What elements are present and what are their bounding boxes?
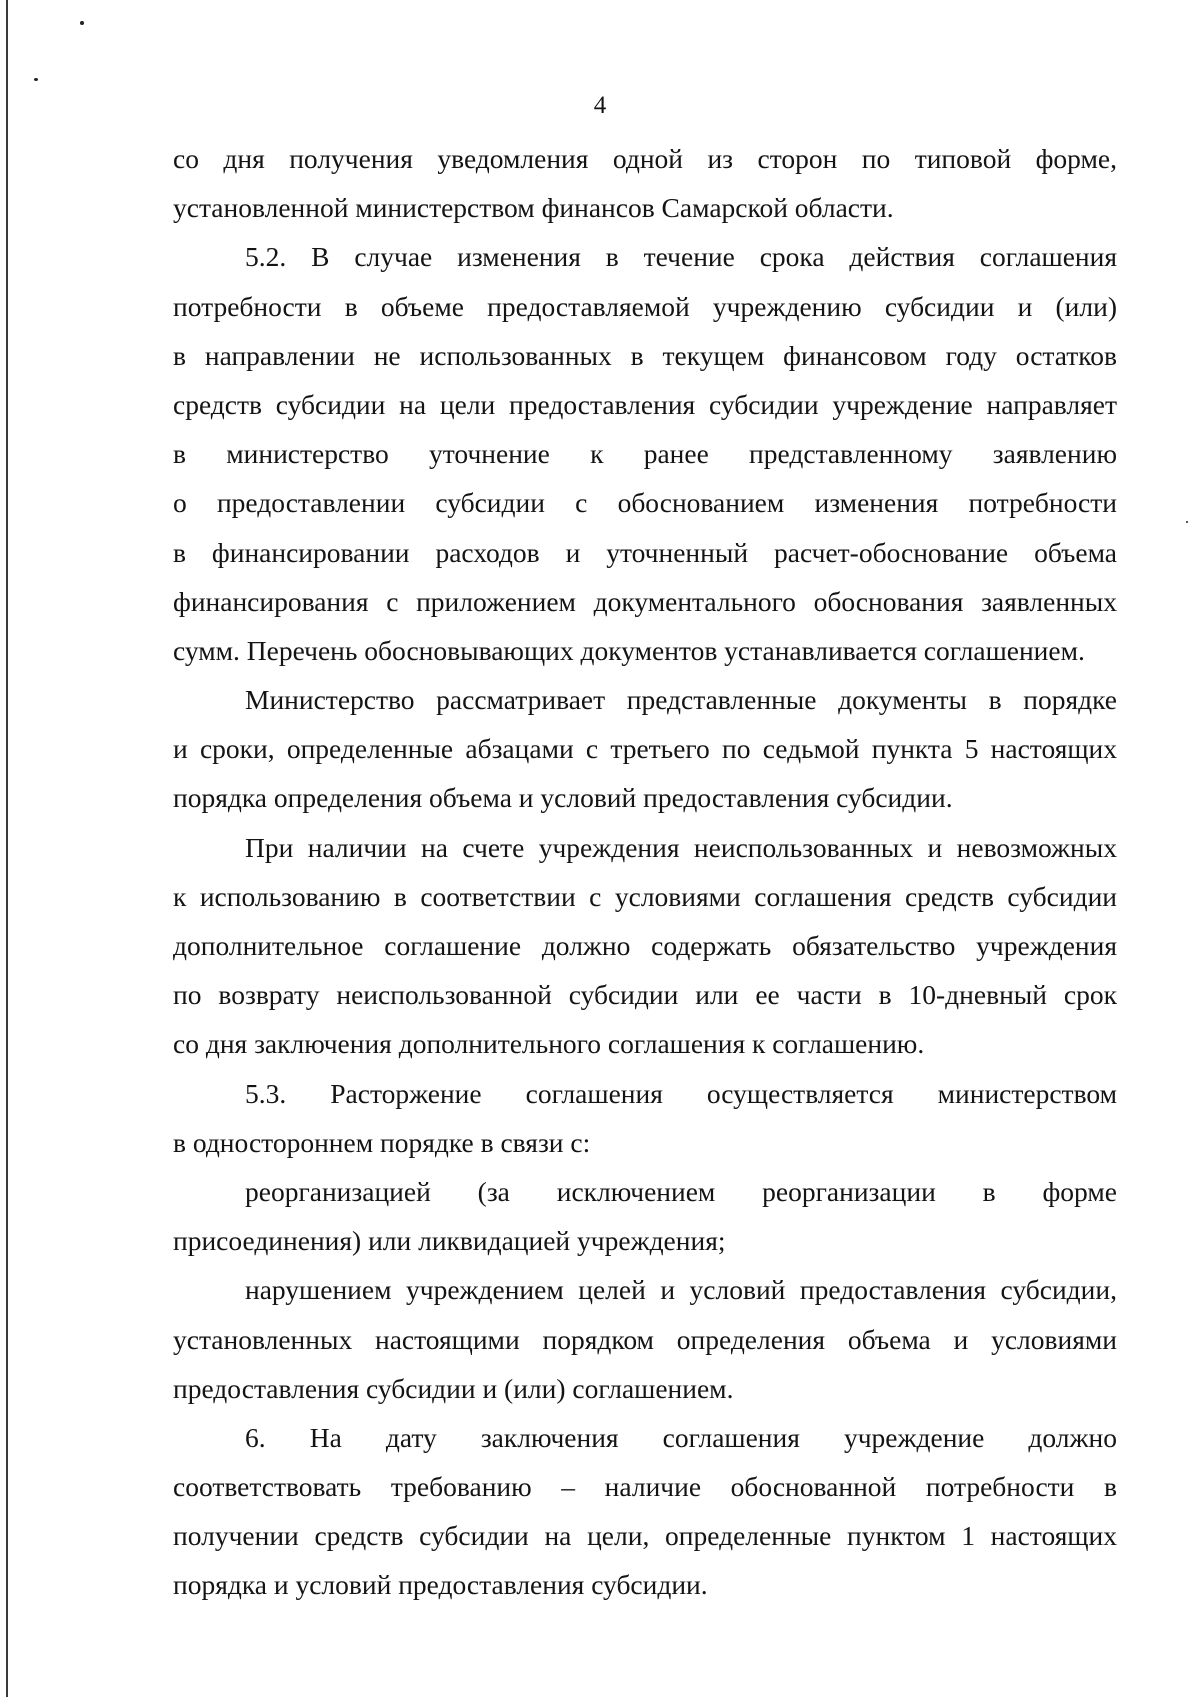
text-line: присоединения) или ликвидацией учреждения; — [173, 1225, 726, 1257]
text-line: соответствовать требованию – наличие обоснованной потребности в — [173, 1471, 1117, 1503]
scan-speck — [1186, 521, 1188, 523]
scan-speck — [34, 78, 38, 81]
scan-speck — [80, 21, 84, 25]
text-line: предоставления субсидии и (или) соглашением. — [173, 1372, 734, 1404]
page-number: 4 — [593, 92, 607, 119]
text-line: и сроки, определенные абзацами с третьего по седьмой пункта 5 настоящих — [173, 733, 1117, 765]
text-line: реорганизацией (за исключением реорганизации в форме — [245, 1175, 1117, 1207]
text-line: в направлении не использованных в текущем финансовом году остатков — [173, 339, 1117, 371]
text-line: нарушением учреждением целей и условий предоставления субсидии, — [245, 1274, 1117, 1306]
text-line: сумм. Перечень обосновывающих документов устанавливается соглашением. — [173, 634, 1085, 666]
text-line: средств субсидии на цели предоставления субсидии учреждение направляет — [173, 388, 1117, 420]
text-line: 5.3. Расторжение соглашения осуществляется министерством — [245, 1077, 1117, 1109]
text-line: финансирования с приложением документального обоснования заявленных — [173, 585, 1117, 617]
text-line: в министерство уточнение к ранее представленному заявлению — [173, 438, 1117, 470]
text-line: порядка определения объема и условий предоставления субсидии. — [173, 782, 953, 814]
text-line: При наличии на счете учреждения неиспользованных и невозможных — [245, 831, 1117, 863]
text-line: к использованию в соответствии с условиями соглашения средств субсидии — [173, 880, 1117, 912]
text-line: потребности в объеме предоставляемой учреждению субсидии и (или) — [173, 290, 1117, 322]
text-line: получении средств субсидии на цели, определенные пунктом 1 настоящих — [173, 1520, 1117, 1552]
text-line: порядка и условий предоставления субсидии. — [173, 1569, 708, 1601]
text-line: 5.2. В случае изменения в течение срока действия соглашения — [245, 241, 1117, 273]
text-line: о предоставлении субсидии с обоснованием изменения потребности — [173, 487, 1117, 519]
text-line: в финансировании расходов и уточненный расчет-обоснование объема — [173, 536, 1117, 568]
text-line: Министерство рассматривает представленные документы в порядке — [245, 684, 1117, 716]
text-line: в одностороннем порядке в связи с: — [173, 1126, 591, 1158]
text-line: дополнительное соглашение должно содержать обязательство учреждения — [173, 930, 1117, 961]
document-body — [173, 134, 1117, 1610]
text-line: со дня заключения дополнительного соглашения к соглашению. — [173, 1028, 925, 1060]
text-line: 6. На дату заключения соглашения учреждение должно — [245, 1421, 1117, 1453]
text-line: по возврату неиспользованной субсидии или ее части в 10-дневный срок — [173, 979, 1117, 1011]
text-line: со дня получения уведомления одной из сторон по типовой форме, — [173, 143, 1117, 174]
text-line: установленных настоящими порядком определения объема и условиями — [173, 1323, 1117, 1355]
scan-edge-line — [6, 0, 8, 1697]
text-line: установленной министерством финансов Самарской области. — [173, 192, 894, 224]
